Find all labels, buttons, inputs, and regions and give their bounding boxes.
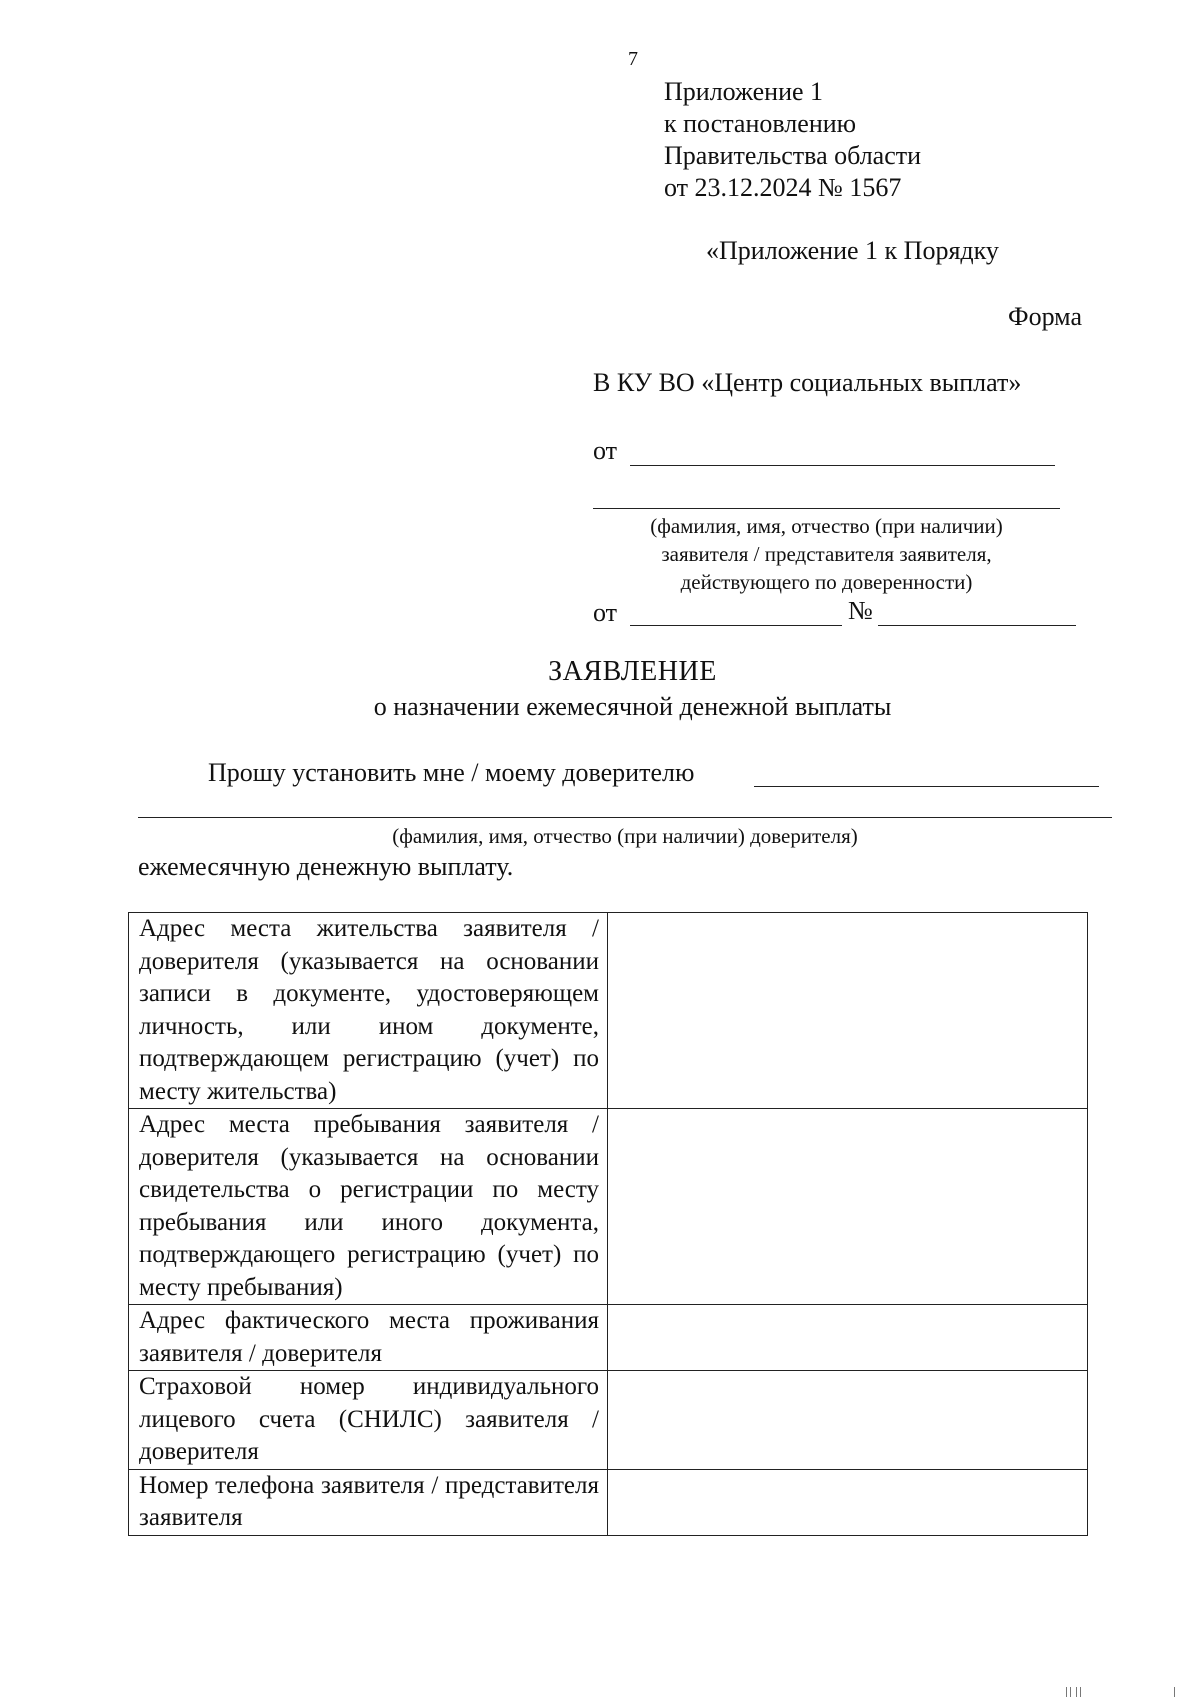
page-number: 7: [628, 48, 638, 70]
appendix-line: от 23.12.2024 № 1567: [664, 173, 902, 202]
table-row: [129, 913, 1088, 1109]
number-field[interactable]: [878, 625, 1076, 626]
principal-name-field-line2[interactable]: [138, 817, 1112, 818]
applicant-caption-line: заявителя / представителя заявителя,: [661, 542, 992, 566]
document-title: ЗАЯВЛЕНИЕ: [548, 656, 717, 687]
row-label-residence-address: Адрес места жительства заявителя / доверителя (указывается на основании записи в документе, удостоверяющем личность, или ином документе, подтверждающем регистрацию (учет) по месту жительства): [129, 913, 608, 1109]
table-row: [129, 1305, 1088, 1371]
date-from-label: от: [593, 598, 618, 627]
table-row: [129, 1469, 1088, 1535]
request-end-text: ежемесячную денежную выплату.: [138, 852, 514, 881]
snils-field[interactable]: [608, 1371, 1088, 1470]
scan-mark: [1076, 1687, 1077, 1697]
principal-caption: (фамилия, имя, отчество (при наличии) доверителя): [392, 824, 858, 848]
row-label-snils: Страховой номер индивидуального лицевого счета (СНИЛС) заявителя / доверителя: [129, 1371, 608, 1470]
table-row: [129, 1371, 1088, 1470]
row-label-stay-address: Адрес места пребывания заявителя / доверителя (указывается на основании свидетельства о регистрации по месту пребывания или иного документа, подтверждающего регистрацию (учет) по месту пребывания): [129, 1109, 608, 1305]
applicant-caption: [593, 512, 1060, 596]
row-label-actual-address: Адрес фактического места проживания заявителя / доверителя: [129, 1305, 608, 1371]
applicant-name-field[interactable]: [630, 465, 1055, 466]
date-field[interactable]: [630, 625, 842, 626]
order-reference: «Приложение 1 к Порядку: [706, 236, 999, 265]
scan-mark: [1174, 1687, 1175, 1697]
principal-name-field[interactable]: [754, 786, 1099, 787]
appendix-header: [664, 76, 921, 204]
scan-mark: [1066, 1687, 1067, 1697]
applicant-from-label: от: [593, 436, 618, 465]
row-label-phone: Номер телефона заявителя / представителя заявителя: [129, 1469, 608, 1535]
table-row: [129, 1109, 1088, 1305]
request-text: Прошу установить мне / моему доверителю: [208, 758, 695, 787]
stay-address-field[interactable]: [608, 1109, 1088, 1305]
appendix-line: к постановлению: [664, 109, 857, 138]
document-subtitle: о назначении ежемесячной денежной выплаты: [373, 692, 892, 721]
scan-mark: [1080, 1687, 1081, 1697]
applicant-caption-line: (фамилия, имя, отчество (при наличии): [650, 514, 1003, 538]
phone-field[interactable]: [608, 1469, 1088, 1535]
applicant-info-table: [128, 912, 1088, 1536]
recipient: В КУ ВО «Центр социальных выплат»: [593, 368, 1022, 397]
applicant-name-field-line2[interactable]: [593, 508, 1060, 509]
appendix-line: Правительства области: [664, 141, 922, 170]
scan-mark: [1070, 1687, 1071, 1697]
residence-address-field[interactable]: [608, 913, 1088, 1109]
form-label: Форма: [1008, 302, 1082, 331]
applicant-caption-line: действующего по доверенности): [680, 570, 973, 594]
appendix-line: Приложение 1: [664, 77, 824, 106]
number-label: №: [848, 596, 873, 625]
actual-address-field[interactable]: [608, 1305, 1088, 1371]
